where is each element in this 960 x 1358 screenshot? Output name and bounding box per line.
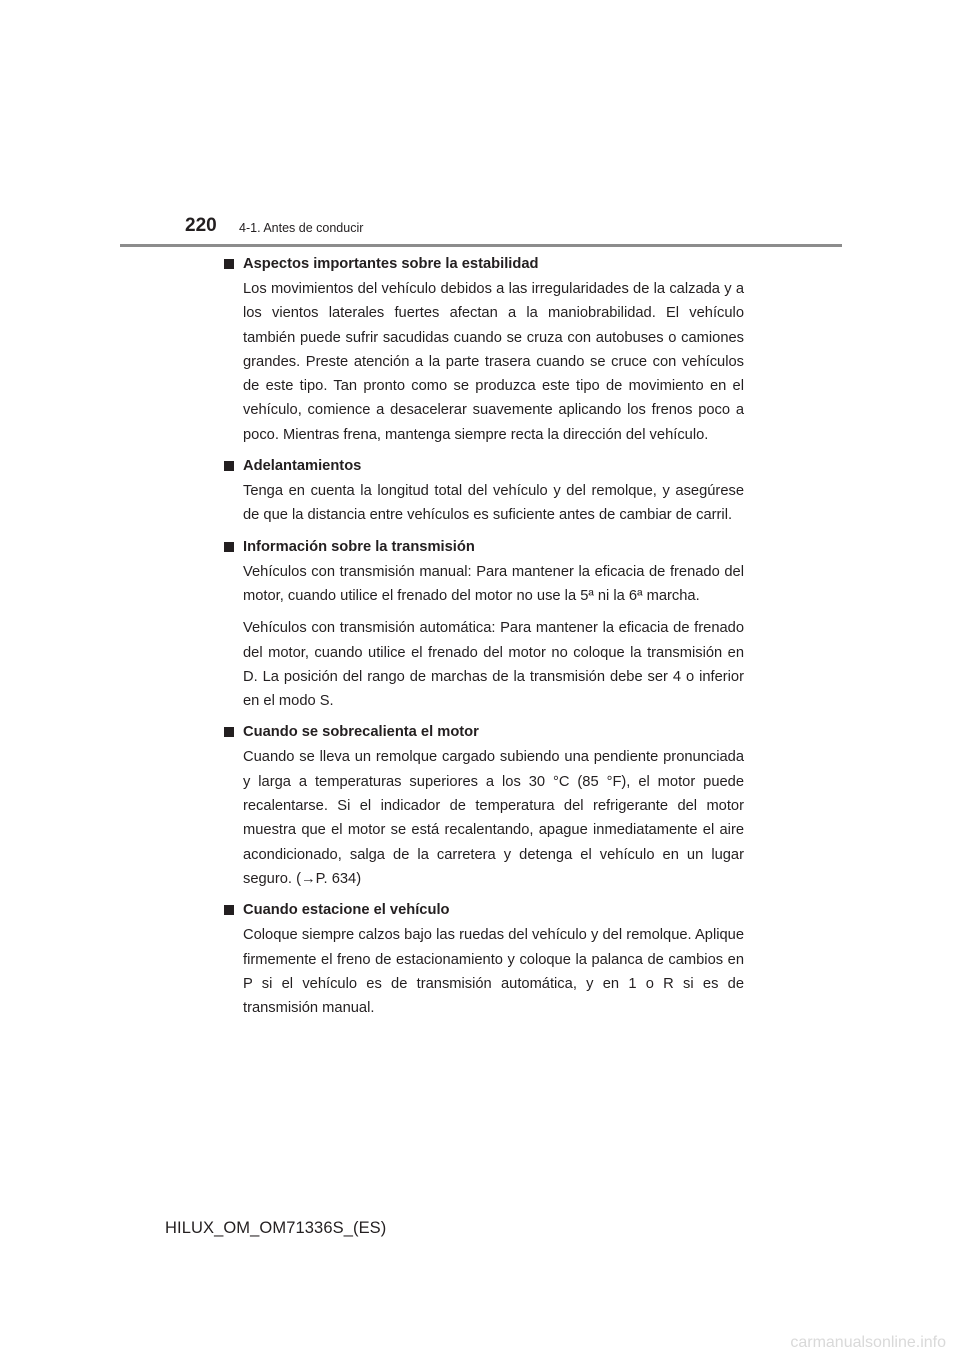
section-title: Adelantamientos: [243, 458, 362, 475]
page-number: 220: [185, 215, 217, 236]
section-stability: [224, 251, 744, 453]
section-label: 4-1. Antes de conducir: [239, 221, 364, 235]
section-paragraph: Vehículos con transmisión automática: Para mantener la eficacia de frenado del motor, cuando utilice el frenado del motor no coloque la transmisión en D. La posición del rango de marchas de la transmisión debe ser 4 o inferior en el modo S.: [243, 620, 744, 710]
page-body: [224, 251, 744, 1026]
section-paragraph: Coloque siempre calzos bajo las ruedas del vehículo y del remolque. Aplique firmemente el freno de estacionamiento y coloque la palanca de cambios en P si el vehículo es de transmisión automática, y en 1 o R si es de transmisión manual.: [243, 927, 744, 1017]
section-heading: [224, 251, 744, 277]
section-heading: [224, 534, 744, 560]
section-parking: [224, 897, 744, 1026]
section-paragraph: Vehículos con transmisión manual: Para mantener la eficacia de frenado del motor, cuando utilice el frenado del motor no use la 5ª ni la 6ª marcha.: [243, 563, 744, 604]
section-paragraph: Cuando se lleva un remolque cargado subiendo una pendiente pronunciada y larga a temperaturas superiores a los 30 °C (85 °F), el motor puede recalentarse. Si el indicador de temperatura del refrigerante del motor muestra que el motor se está recalentando, apague inmediatamente el aire acondicionado, salga de la carretera y detenga el vehículo en un lugar seguro. (→P. 634): [243, 749, 744, 887]
section-title: Cuando estacione el vehículo: [243, 902, 450, 919]
square-bullet-icon: [224, 461, 234, 471]
section-title: Cuando se sobrecalienta el motor: [243, 724, 479, 741]
section-title: Información sobre la transmisión: [243, 538, 475, 555]
section-paragraph: Los movimientos del vehículo debidos a las irregularidades de la calzada y a los vientos laterales fuertes afectan a la maniobrabilidad. El vehículo también puede sufrir sacudidas cuando se cruza con autobuses o camiones grandes. Preste atención a la parte trasera cuando se cruce con vehículos de este tipo. Tan pronto como se produzca este tipo de movimiento en el vehículo, comience a desacelerar suavemente aplicando los frenos poco a poco. Mientras frena, mantenga siempre recta la dirección del vehículo.: [243, 281, 744, 443]
section-overheating: [224, 719, 744, 897]
document-code-footer: HILUX_OM_OM71336S_(ES): [165, 1219, 387, 1237]
square-bullet-icon: [224, 905, 234, 915]
square-bullet-icon: [224, 259, 234, 269]
section-heading: [224, 719, 744, 745]
section-overtaking: [224, 453, 744, 534]
header-divider: [120, 244, 842, 247]
section-title: Aspectos importantes sobre la estabilidad: [243, 256, 539, 272]
square-bullet-icon: [224, 542, 234, 552]
square-bullet-icon: [224, 727, 234, 737]
section-heading: [224, 453, 744, 479]
section-heading: [224, 897, 744, 923]
section-paragraph: Tenga en cuenta la longitud total del vehículo y del remolque, y asegúrese de que la distancia entre vehículos es suficiente antes de cambiar de carril.: [243, 483, 744, 524]
section-transmission: [224, 534, 744, 720]
site-watermark: carmanualsonline.info: [790, 1334, 946, 1351]
